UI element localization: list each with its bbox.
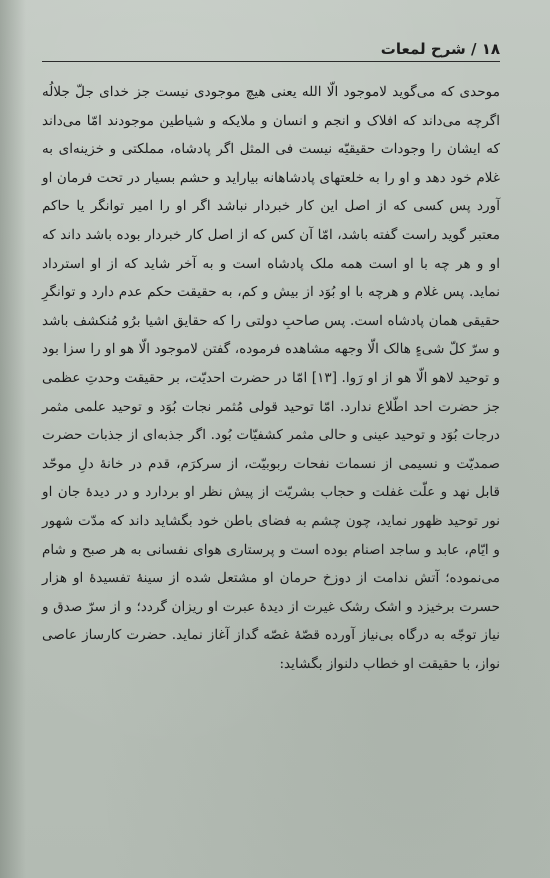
body-paragraph: موحدی که می‌گوید لاموجود الّا الله یعنی هیچ موجودی نیست جز خدای جلّ جلالُه اگرچه می‌داند که افلاک و انجم و انسان و ملایکه و شیاطین موجودند امّا می‌داند که ایشان را وجودات حقیقیّه نیست فی المثل اگر پادشاه، مملکتی و خزینه‌ای به غلام خود دهد و او را به خلعتهای پادشاهانه بیاراید و حشم بسیار در تحت فرمان او آورد پس کسی که از اصل این کار خبردار نباشد اگر او را امیر توانگر یا حاکم معتبر گوید راست گفته باشد، امّا آن کس که از اصل کار خبردار بوده باشد داند که او و هر چه با او است همه ملک پادشاه است و به آخر شاید که از او استرداد نماید. پس غلام و هرچه با او بُوَد از بیش و کم، به حقیقت حکم عدم دارد و توانگرِ حقیقی همان پادشاه است. پس صاحبِ دولتی را که حقایق اشیا برُو مُنکشف باشد و سرّ کلّ شیءٍ هالک الّا وجهه مشاهده فرموده، گفتن لاموجود الّا هو او را سزا بود و توحید لاهو الّا هو از او رَوا. [۱۳] امّا در حضرت احدیّت، بر حقیقت وحدتِ عظمی جز حضرت احد اطّلاع ندارد. امّا توحید قولی مُثمر نجات بُوَد و توحید علمی مثمر درجات بُوَد و توحید عینی و حالی مثمر کشفیّات بُود. اگر جذبه‌ای از جذبات حضرت صمدیّت و نسیمی از نسمات نفحات ربوبیّت، از سرکرَم، قدم در خانهٔ دلِ موحّد قابل نهد و علّت غفلت و حجاب بشریّت از پیش نظر او بردارد و در دیدهٔ جان او نور توحید ظهور نماید، چون چشم به فضای باطن خود بگشاید داند که مدّت شهور و ایّام، عابد و ساجد اصنام بوده است و پرستاری هوای نفسانی به هر صبح و شام می‌نموده؛ آتش ندامت از دوزخ حرمان او مشتعل شده از سینهٔ تفسیدهٔ او هزار حسرت برخیزد و اشک رشک غیرت از دیدهٔ عبرت او ریزان گردد؛ و از سرّ صدق و نیاز توجّه به درگاه بی‌نیاز آورده قصّهٔ غصّه گداز آغاز نماید. حضرت کارساز عاصی نواز، با حقیقت او خطاب دلنواز بگشاید: — [42, 84, 500, 672]
header-divider — [42, 61, 500, 62]
page-number-and-book-title: ۱۸ / شرح لمعات — [380, 40, 500, 58]
running-header — [42, 28, 500, 62]
page-edge-shadow — [0, 0, 26, 878]
